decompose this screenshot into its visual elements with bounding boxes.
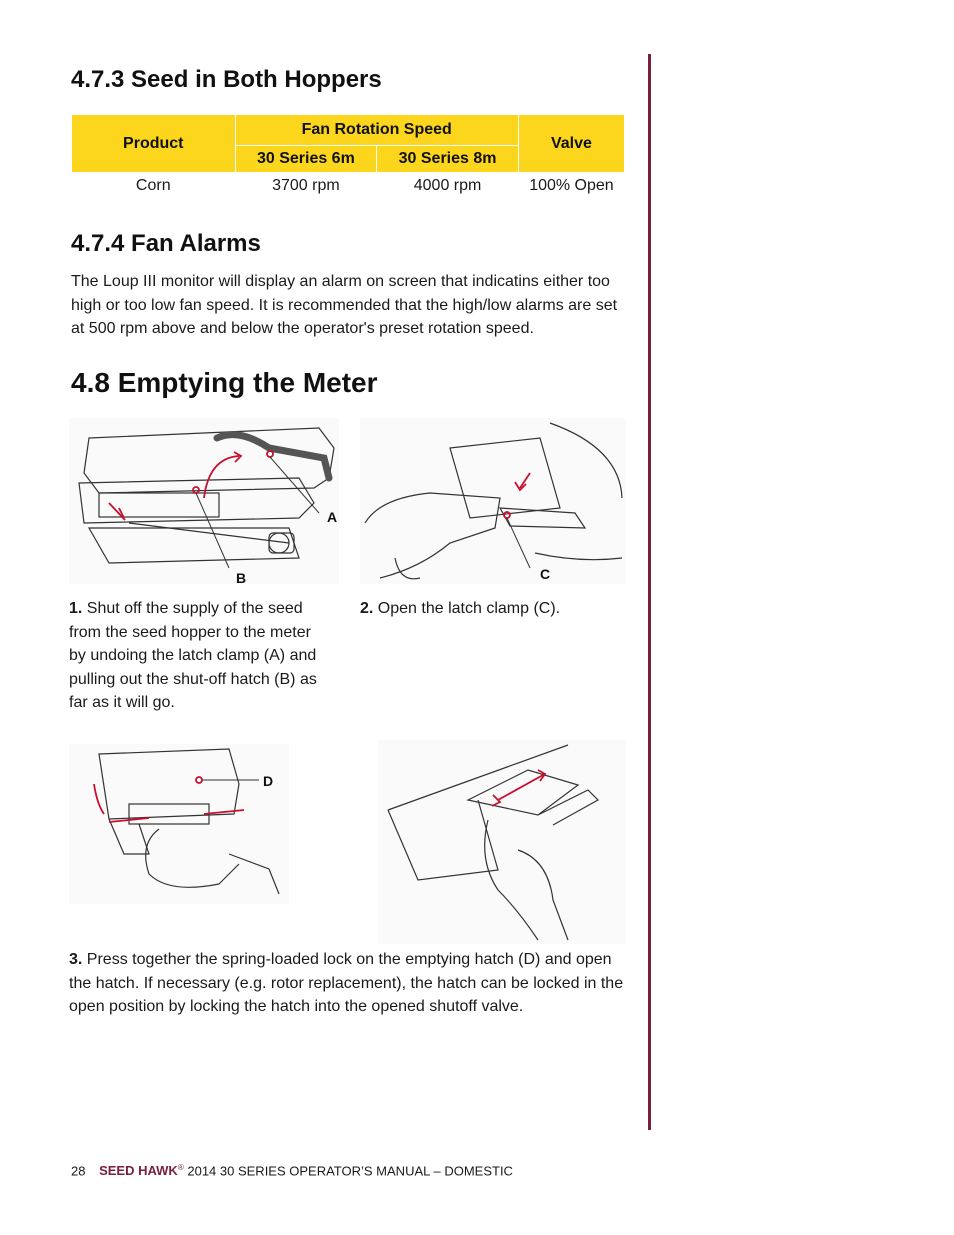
margin-rule [648, 54, 651, 1130]
cell-rpm-6m: 3700 rpm [272, 177, 340, 194]
step-2-number: 2. [360, 600, 374, 617]
meter-illustration-2 [360, 418, 626, 584]
meter-illustration-1 [69, 418, 339, 584]
brand-name: SEED HAWK [99, 1163, 178, 1179]
callout-b: B [236, 570, 247, 584]
step-1-number: 1. [69, 600, 83, 617]
table-subheader-8m: 30 Series 8m [377, 146, 519, 173]
figure-latch-clamp [360, 418, 626, 584]
fan-alarms-paragraph: The Loup III monitor will display an alarm on screen that indicatins either too high or too low fan speed. It is recommended that the high/low alarms are set at 500 rpm above and below the operator's preset rotation speed. [71, 273, 618, 337]
step-3-text [69, 948, 624, 1019]
fan-speed-table [71, 114, 625, 199]
cell-product: Corn [135, 177, 171, 194]
meter-illustration-3 [69, 744, 289, 904]
page-footer [71, 1163, 513, 1178]
section-heading-48: 4.8 Emptying the Meter [71, 367, 378, 398]
step-1-text [69, 597, 324, 715]
cell-rpm-8m: 4000 rpm [413, 177, 482, 194]
table-header-fan-speed: Fan Rotation Speed [235, 115, 518, 146]
step-1-body: Shut off the supply of the seed from the seed hopper to the meter by undoing the latch clamp (A) and pulling out the shut-off hatch (B) as far as it will go. [69, 600, 317, 711]
figure-hatch-open [378, 740, 626, 944]
manual-title: 2014 30 SERIES OPERATOR’S MANUAL – DOMESTIC [187, 1163, 513, 1179]
table-subheader-6m: 30 Series 6m [235, 146, 377, 173]
page-number: 28 [71, 1163, 86, 1179]
figure-shutoff-hatch [69, 418, 339, 584]
table-header-product: Product [72, 115, 236, 173]
cell-valve: 100% Open [529, 177, 614, 194]
callout-d: D [263, 773, 274, 789]
registered-mark: ® [177, 1163, 184, 1172]
step-2-text [360, 597, 622, 621]
step-2-body: Open the latch clamp (C). [377, 600, 561, 617]
section-heading-474: 4.7.4 Fan Alarms [71, 230, 261, 257]
meter-illustration-4 [378, 740, 626, 944]
table-header-valve: Valve [518, 115, 624, 173]
section-heading-473: 4.7.3 Seed in Both Hoppers [71, 66, 382, 93]
callout-c: C [540, 566, 551, 582]
step-3-body: Press together the spring-loaded lock on the emptying hatch (D) and open the hatch. If necessary (e.g. rotor replacement), the hatch can be locked in the open position by locking the hatch into the opened shutoff valve. [69, 951, 624, 1015]
callout-a: A [327, 509, 338, 525]
figure-emptying-hatch [69, 744, 289, 904]
step-3-number: 3. [69, 951, 83, 968]
table-row [72, 173, 625, 200]
